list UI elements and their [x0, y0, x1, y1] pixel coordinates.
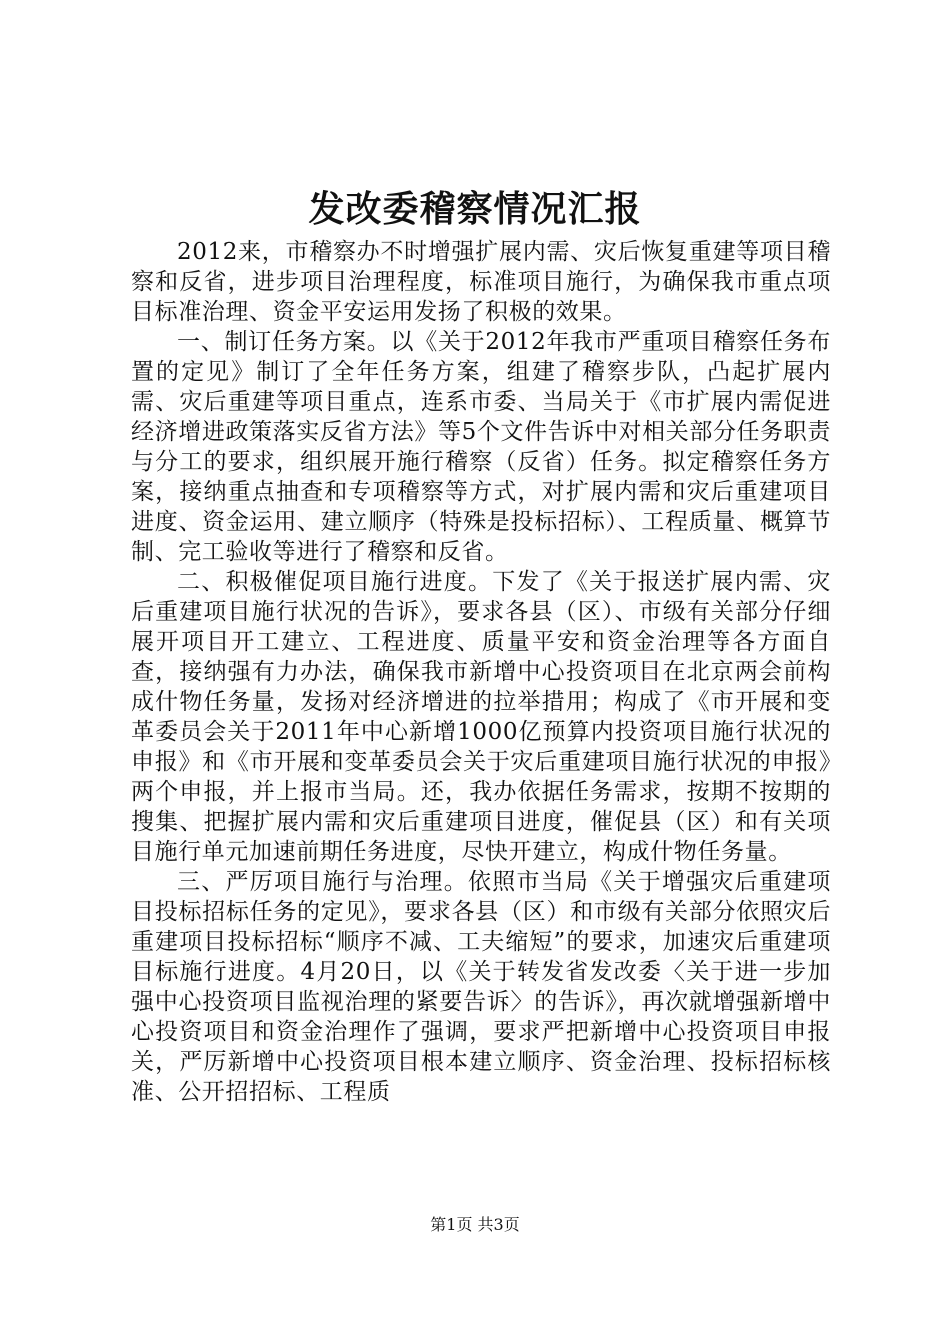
paragraph-section-2: 二、积极催促项目施行进度。下发了《关于报送扩展内需、灾后重建项目施行状况的告诉》，要求各县（区）、市级有关部分仔细展开项目开工建立、工程进度、质量平安和资金治理等各方面自查，接纳强有力办法，确保我市新增中心投资项目在北京两会前构成什物任务量，发扬对经济增进的拉举措用；构成了《市开展和变革委员会关于2011年中心新增1000亿预算内投资项目施行状况的申报》和《市开展和变革委员会关于灾后重建项目施行状况的申报》两个申报，并上报市当局。还，我办依据任务需求，按期不按期的搜集、把握扩展内需和灾后重建项目进度，催促县（区）和有关项目施行单元加速前期任务进度，尽快开建立，构成什物任务量。 — [131, 569, 831, 865]
paragraph-intro: 2012来，市稽察办不时增强扩展内需、灾后恢复重建等项目稽察和反省，进步项目治理程度，标准项目施行，为确保我市重点项目标准治理、资金平安运用发扬了积极的效果。 — [131, 239, 831, 325]
page-footer: 第1页 共3页 — [430, 1215, 520, 1234]
document-body — [131, 237, 831, 1107]
paragraph-section-3: 三、严厉项目施行与治理。依照市当局《关于增强灾后重建项目投标招标任务的定见》，要求各县（区）和市级有关部分依照灾后重建项目投标招标“顺序不减、工夫缩短”的要求，加速灾后重建项目标施行进度。4月20日，以《关于转发省发改委〈关于进一步加强中心投资项目监视治理的紧要告诉〉的告诉》，再次就增强新增中心投资项目和资金治理作了强调，要求严把新增中心投资项目申报关，严厉新增中心投资项目根本建立顺序、资金治理、投标招标核准、公开招招标、工程质 — [131, 869, 831, 1105]
paragraph-section-1: 一、制订任务方案。以《关于2012年我市严重项目稽察任务布置的定见》制订了全年任务方案，组建了稽察步队，凸起扩展内需、灾后重建等项目重点，连系市委、当局关于《市扩展内需促进经济增进政策落实反省方法》等5个文件告诉中对相关部分任务职责与分工的要求，组织展开施行稽察（反省）任务。拟定稽察任务方案，接纳重点抽查和专项稽察等方式，对扩展内需和灾后重建项目进度、资金运用、建立顺序（特殊是投标招标）、工程质量、概算节制、完工验收等进行了稽察和反省。 — [131, 329, 831, 565]
document-title: 发改委稽察情况汇报 — [308, 188, 642, 230]
